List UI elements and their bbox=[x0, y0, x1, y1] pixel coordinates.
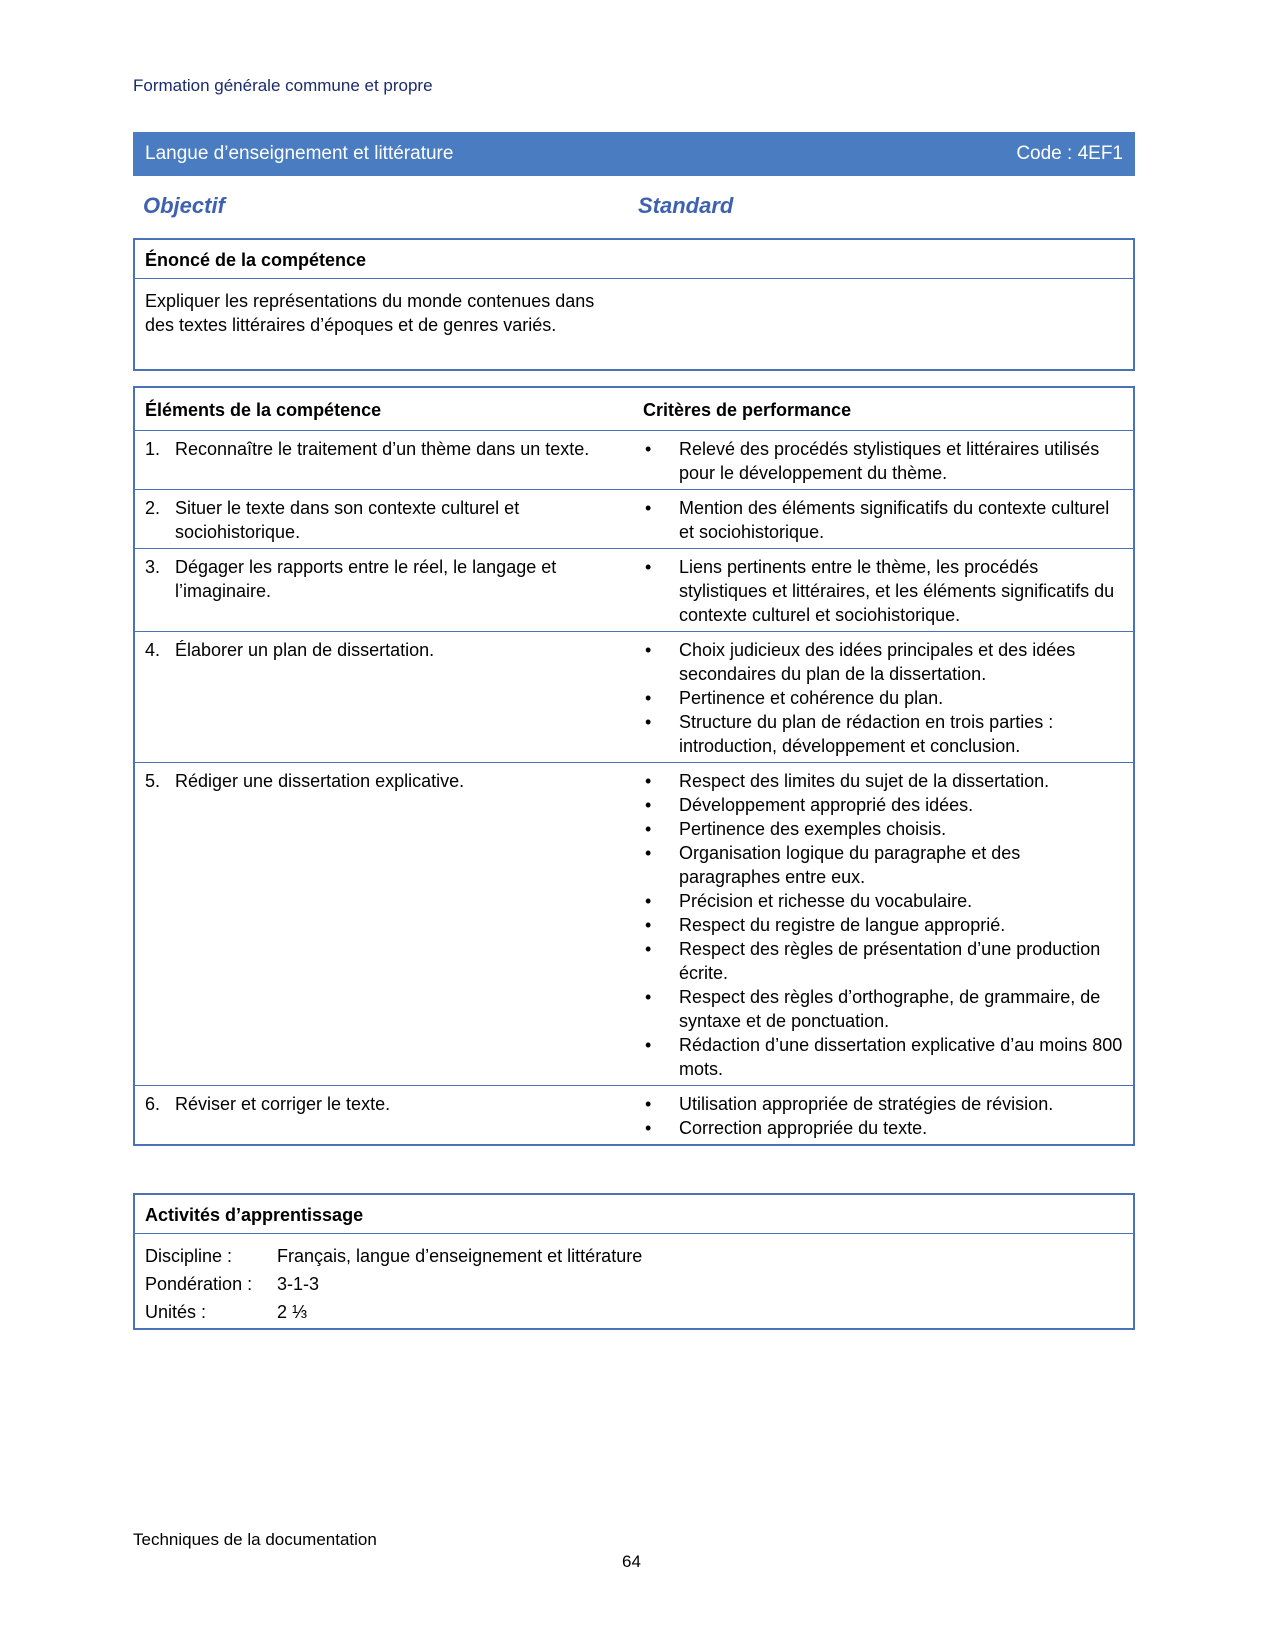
objective-label: Objectif bbox=[143, 193, 225, 218]
criteria-header: Critères de performance bbox=[633, 387, 1134, 431]
competence-table bbox=[133, 386, 1135, 1146]
criteria-list bbox=[643, 555, 1125, 627]
element-number: 5. bbox=[145, 771, 161, 791]
discipline-label: Discipline : bbox=[145, 1246, 233, 1266]
element-number: 2. bbox=[145, 498, 161, 518]
element-text: Reconnaître le traitement d’un thème dans un texte. bbox=[175, 439, 590, 459]
elements-header: Éléments de la compétence bbox=[134, 387, 633, 431]
enonce-heading: Énoncé de la compétence bbox=[135, 240, 1133, 279]
element-cell bbox=[134, 763, 633, 1086]
table-row bbox=[134, 1086, 1134, 1146]
criteria-list bbox=[643, 496, 1125, 544]
ponderation-row bbox=[145, 1270, 1123, 1298]
course-title-bar bbox=[133, 132, 1135, 176]
footer-program: Techniques de la documentation bbox=[133, 1530, 377, 1549]
criteria-list bbox=[643, 437, 1125, 485]
ponderation-value: 3-1-3 bbox=[277, 1274, 320, 1294]
discipline-value: Français, langue d’enseignement et littérature bbox=[277, 1246, 643, 1266]
unites-row bbox=[145, 1298, 1123, 1326]
element-cell bbox=[134, 1086, 633, 1146]
criteria-list bbox=[643, 1092, 1125, 1140]
element-cell bbox=[134, 549, 633, 632]
criterion-item: • Développement approprié des idées. bbox=[643, 793, 1125, 817]
page-number: 64 bbox=[622, 1552, 641, 1571]
element-text: Élaborer un plan de dissertation. bbox=[175, 640, 435, 660]
element-text: Réviser et corriger le texte. bbox=[175, 1094, 391, 1114]
element-text: Dégager les rapports entre le réel, le langage et l’imaginaire. bbox=[175, 557, 557, 601]
criteria-cell bbox=[633, 1086, 1134, 1146]
table-row bbox=[134, 490, 1134, 549]
element-item bbox=[145, 638, 625, 662]
unites-label: Unités : bbox=[145, 1302, 207, 1322]
element-item bbox=[145, 437, 625, 461]
criterion-item: • Mention des éléments significatifs du contexte culturel et sociohistorique. bbox=[643, 496, 1125, 544]
criterion-item: • Correction appropriée du texte. bbox=[643, 1116, 1125, 1140]
criteria-cell bbox=[633, 632, 1134, 763]
discipline-row bbox=[145, 1242, 1123, 1270]
element-text: Situer le texte dans son contexte culturel et sociohistorique. bbox=[175, 498, 520, 542]
criterion-item: • Relevé des procédés stylistiques et littéraires utilisés pour le développement du thème. bbox=[643, 437, 1125, 485]
element-cell bbox=[134, 632, 633, 763]
criterion-item: • Pertinence des exemples choisis. bbox=[643, 817, 1125, 841]
criterion-item: • Respect des règles de présentation d’une production écrite. bbox=[643, 937, 1125, 985]
criterion-item: • Respect des règles d’orthographe, de grammaire, de syntaxe et de ponctuation. bbox=[643, 985, 1125, 1033]
table-row bbox=[134, 763, 1134, 1086]
enonce-text: Expliquer les représentations du monde contenues dans des textes littéraires d’époques et de genres variés. bbox=[145, 291, 595, 335]
element-item bbox=[145, 769, 625, 793]
element-item bbox=[145, 496, 625, 544]
element-item bbox=[145, 1092, 625, 1116]
activites-heading: Activités d’apprentissage bbox=[135, 1195, 1133, 1234]
element-number: 3. bbox=[145, 557, 161, 577]
criterion-item: • Respect du registre de langue approprié. bbox=[643, 913, 1125, 937]
criterion-item: • Choix judicieux des idées principales et des idées secondaires du plan de la dissertation. bbox=[643, 638, 1125, 686]
criterion-item: • Organisation logique du paragraphe et des paragraphes entre eux. bbox=[643, 841, 1125, 889]
element-cell bbox=[134, 431, 633, 490]
table-row bbox=[134, 431, 1134, 490]
element-text: Rédiger une dissertation explicative. bbox=[175, 771, 465, 791]
running-header: Formation générale commune et propre bbox=[133, 76, 433, 95]
criterion-item: • Rédaction d’une dissertation explicative d’au moins 800 mots. bbox=[643, 1033, 1125, 1081]
element-number: 4. bbox=[145, 640, 161, 660]
criteria-cell bbox=[633, 490, 1134, 549]
criteria-list bbox=[643, 638, 1125, 758]
element-cell bbox=[134, 490, 633, 549]
unites-value: 2 ⅓ bbox=[277, 1302, 308, 1322]
ponderation-label: Pondération : bbox=[145, 1274, 253, 1294]
table-row bbox=[134, 632, 1134, 763]
table-header-row bbox=[134, 387, 1134, 431]
course-code: Code : 4EF1 bbox=[1016, 143, 1123, 164]
activites-box bbox=[133, 1193, 1135, 1330]
table-row bbox=[134, 549, 1134, 632]
standard-label: Standard bbox=[638, 193, 734, 218]
element-item bbox=[145, 555, 625, 603]
criterion-item: • Pertinence et cohérence du plan. bbox=[643, 686, 1125, 710]
criteria-cell bbox=[633, 549, 1134, 632]
criterion-item: • Structure du plan de rédaction en trois parties : introduction, développement et conclusion. bbox=[643, 710, 1125, 758]
criterion-item: • Respect des limites du sujet de la dissertation. bbox=[643, 769, 1125, 793]
element-number: 1. bbox=[145, 439, 161, 459]
element-number: 6. bbox=[145, 1094, 161, 1114]
criteria-cell bbox=[633, 431, 1134, 490]
criteria-list bbox=[643, 769, 1125, 1081]
criteria-cell bbox=[633, 763, 1134, 1086]
enonce-box bbox=[133, 238, 1135, 371]
criterion-item: • Précision et richesse du vocabulaire. bbox=[643, 889, 1125, 913]
objective-standard-row bbox=[143, 193, 1043, 223]
criterion-item: • Utilisation appropriée de stratégies de révision. bbox=[643, 1092, 1125, 1116]
course-title: Langue d’enseignement et littérature bbox=[145, 143, 454, 164]
criterion-item: • Liens pertinents entre le thème, les procédés stylistiques et littéraires, et les éléments significatifs du contexte culturel et sociohistorique. bbox=[643, 555, 1125, 627]
